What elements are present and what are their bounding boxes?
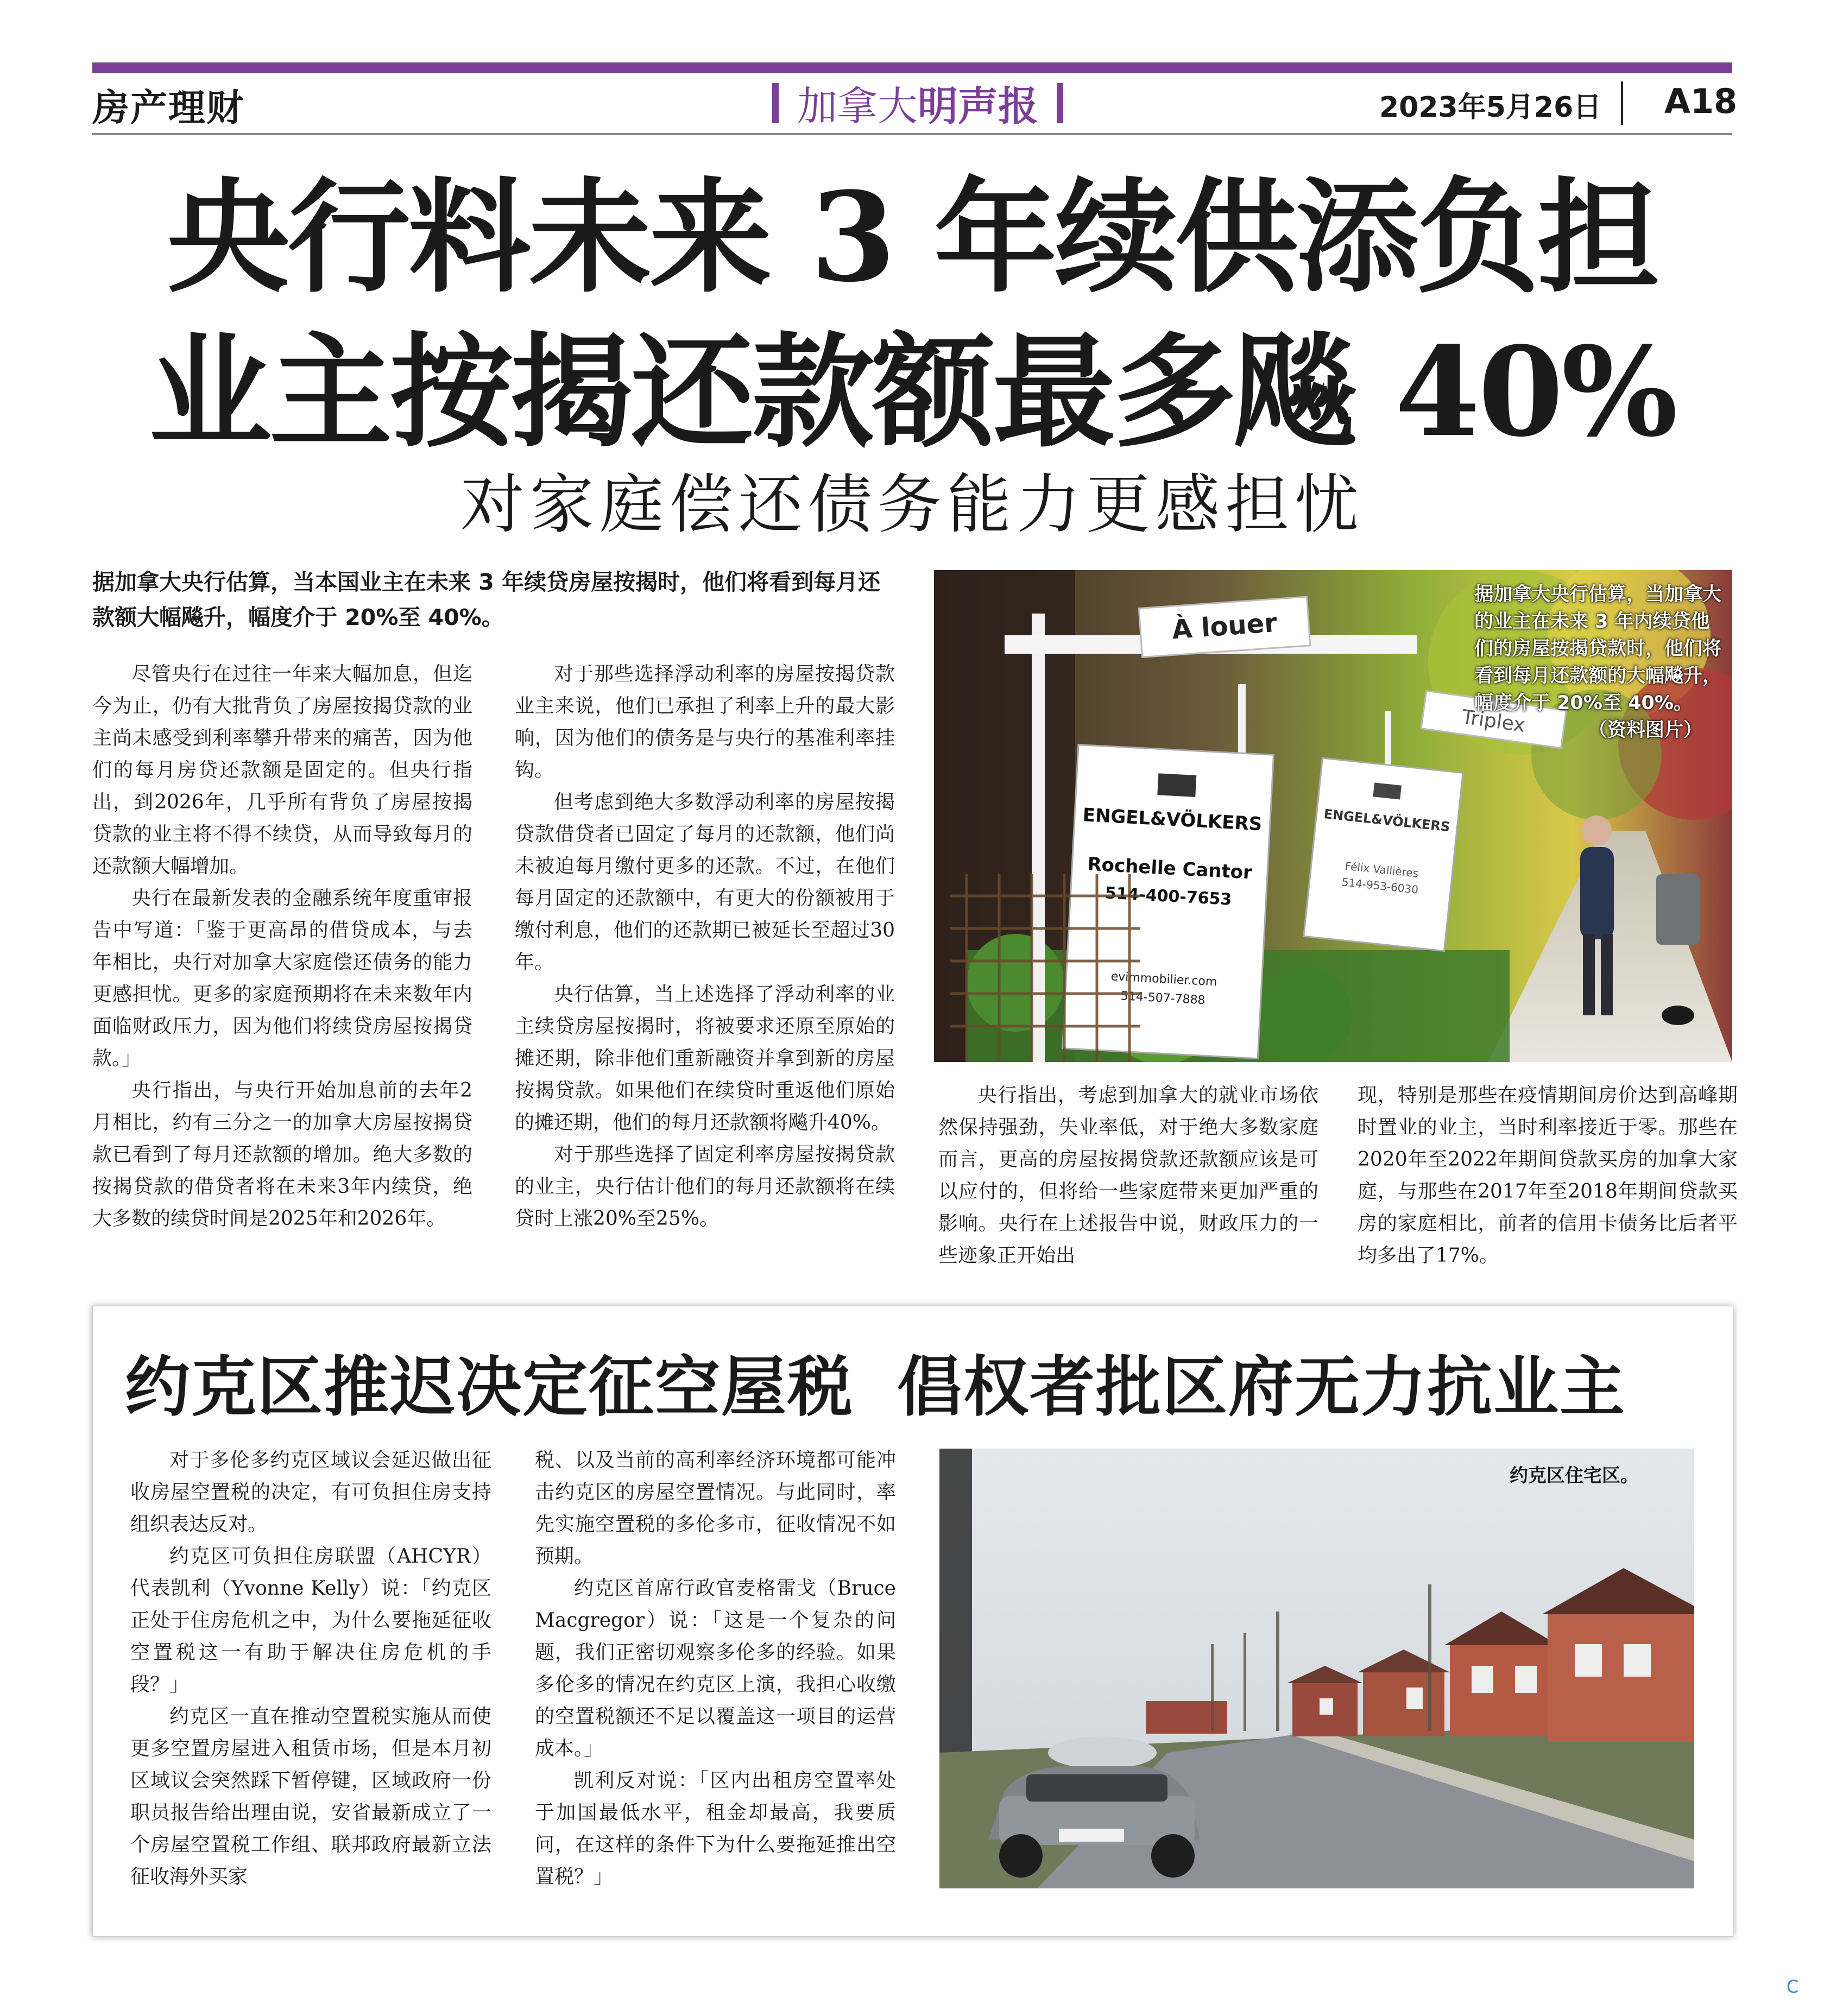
- main-column-1: [92, 658, 472, 1235]
- issue-date: 2023年5月26日: [1379, 91, 1602, 124]
- second-headline: [125, 1349, 1711, 1425]
- paragraph: 现，特别是那些在疫情期间房价达到高峰期时置业的业主，当时利率接近于零。那些在2020年至2022年期间贷款买房的加拿大家庭，与那些在2017年至2018年期间贷款买房的家庭相比，前者的信用卡债务比后者平均多出了17%。: [1358, 1084, 1738, 1267]
- photo-credit: （资料图片）: [1588, 719, 1702, 741]
- main-column-2: [515, 658, 895, 1235]
- second-headline-a: 约克区推迟决定征空屋税: [125, 1349, 854, 1425]
- york-region-street-photo: [939, 1449, 1694, 1888]
- paragraph: 对于多伦多约克区域议会延迟做出征收房屋空置税的决定，有可负担住房支持组织表达反对。: [130, 1449, 491, 1535]
- paragraph: 约克区首席行政官麦格雷戈（Bruce Macgregor）说：「这是一个复杂的问题，我们正密切观察多伦多的经验。如果多伦多的情况在约克区上演，我担心收缴的空置税额还不足以覆盖这一项目的运营成本。」: [535, 1577, 896, 1760]
- photo-caption-text: 据加拿大央行估算，当加拿大的业主在未来 3 年内续贷他们的房屋按揭贷款时，他们将看到每月还款额的大幅飚升，幅度介于 20%至 40%。: [1474, 584, 1722, 714]
- paragraph: 约克区一直在推动空置税实施从而使更多空置房屋进入租赁市场，但是本月初区域议会突然踩下暂停键，区域政府一份职员报告给出理由说，安省最新成立了一个房屋空置税工作组、联邦政府最新立法征收海外买家: [130, 1705, 491, 1888]
- sign2-agent: Félix Vallières: [1344, 859, 1419, 880]
- sign-agent-phone: 514-400-7653: [1104, 883, 1233, 909]
- paragraph: 央行指出，考虑到加拿大的就业市场依然保持强劲，失业率低，对于绝大多数家庭而言，更高的房屋按揭贷款还款额应该是可以应付的，但将给一些家庭带来更加严重的影响。央行在上述报告中说，财政压力的一些迹象正开始出: [938, 1084, 1318, 1267]
- brand-bar-right: [1057, 83, 1063, 123]
- sign2-phone: 514-953-6030: [1341, 875, 1419, 896]
- sign-triplex: Triplex: [1460, 706, 1527, 737]
- top-accent-bar: [92, 62, 1732, 73]
- corner-mark: C: [1787, 1976, 1799, 1997]
- second-column-2: [535, 1444, 896, 1893]
- brand-prefix: 加拿大: [797, 83, 918, 130]
- sign2-brand: ENGEL&VÖLKERS: [1323, 806, 1451, 835]
- sign-brand: ENGEL&VÖLKERS: [1082, 804, 1263, 836]
- main-headline-line-2: 业主按揭还款额最多飚 40%: [149, 320, 1676, 464]
- paragraph: 凯利反对说：「区内出租房空置率处于加国最低水平，租金却最高，我要质问，在这样的条件下为什么要拖延推出空置税？」: [535, 1769, 896, 1888]
- paragraph: 尽管央行在过往一年来大幅加息，但迄今为止，仍有大批背负了房屋按揭贷款的业主尚未感受到利率攀升带来的痛苦，因为他们的每月房贷还款额是固定的。但央行指出，到2026年，几乎所有背负了房屋按揭贷款的业主将不得不续贷，从而导致每月的还款额大幅增加。: [92, 663, 472, 877]
- brand-name: 明声报: [918, 83, 1038, 130]
- paragraph: 但考虑到绝大多数浮动利率的房屋按揭贷款借贷者已固定了每月的还款额，他们尚未被迫每月缴付更多的还款。不过，在他们每月固定的还款额中，有更大的份额被用于缴付利息，他们的还款期已被延长至超过30年。: [515, 791, 895, 974]
- sign-a-louer: À louer: [1171, 607, 1278, 646]
- paragraph: 央行在最新发表的金融系统年度重审报告中写道：「鉴于更高昂的借贷成本，与去年相比，央行对加拿大家庭偿还债务的能力更感担忧。更多的家庭预期将在未来数年内面临财政压力，因为他们将续贷房屋按揭贷款。」: [92, 887, 472, 1070]
- second-headline-b: 倡权者批区府无力抗业主: [897, 1349, 1626, 1425]
- paragraph: 央行估算，当上述选择了浮动利率的业主续贷房屋按揭时，将被要求还原至原始的摊还期，除非他们重新融资并拿到新的房屋按揭贷款。如果他们在续贷时重返他们原始的摊还期，他们的每月还款额将飚升40%。: [515, 983, 895, 1134]
- section-name: 房产理财: [92, 86, 245, 130]
- second-photo-caption: 约克区住宅区。: [1510, 1465, 1639, 1487]
- paper-brand: [744, 76, 1091, 130]
- main-column-3: [938, 1079, 1318, 1272]
- paragraph: 对于那些选择了固定利率房屋按揭贷款的业主，央行估计他们的每月还款额将在续贷时上涨20%至25%。: [515, 1143, 895, 1230]
- main-subhead: 对家庭偿还债务能力更感担忧: [460, 467, 1364, 542]
- paragraph: 约克区可负担住房联盟（AHCYR）代表凯利（Yvonne Kelly）说：「约克区正处于住房危机之中，为什么要拖延征收空置税这一有助于解决住房危机的手段？」: [130, 1545, 491, 1696]
- header-divider: [1621, 81, 1623, 125]
- header-rule: [92, 133, 1732, 135]
- main-headline-line-1: 央行料未来 3 年续供添负担: [167, 166, 1658, 309]
- paragraph: 对于那些选择浮动利率的房屋按揭贷款业主来说，他们已承担了利率上升的最大影响，因为他们的债务是与央行的基准利率挂钩。: [515, 663, 895, 781]
- second-column-1: [130, 1444, 491, 1893]
- brand-bar-left: [772, 83, 779, 123]
- photo-caption: [1474, 581, 1724, 744]
- sign-agent: Rochelle Cantor: [1087, 853, 1253, 884]
- paragraph: 央行指出，与央行开始加息前的去年2月相比，约有三分之一的加拿大房屋按揭贷款已看到了每月还款额的增加。绝大多数的按揭贷款的借贷者将在未来3年内续贷，绝大多数的续贷时间是2025年和2026年。: [92, 1079, 472, 1230]
- main-column-4: [1358, 1079, 1738, 1272]
- sign-phone-3: 514-507-7888: [1120, 989, 1206, 1008]
- sign-website: evimmobilier.com: [1110, 970, 1217, 989]
- page-number: A18: [1664, 81, 1738, 121]
- main-lede: 据加拿大央行估算，当本国业主在未来 3 年续贷房屋按揭时，他们将看到每月还款额大幅飚升，幅度介于 20%至 40%。: [92, 569, 881, 630]
- paragraph: 税、以及当前的高利率经济环境都可能冲击约克区的房屋空置情况。与此同时，率先实施空置税的多伦多市，征收情况不如预期。: [535, 1449, 896, 1568]
